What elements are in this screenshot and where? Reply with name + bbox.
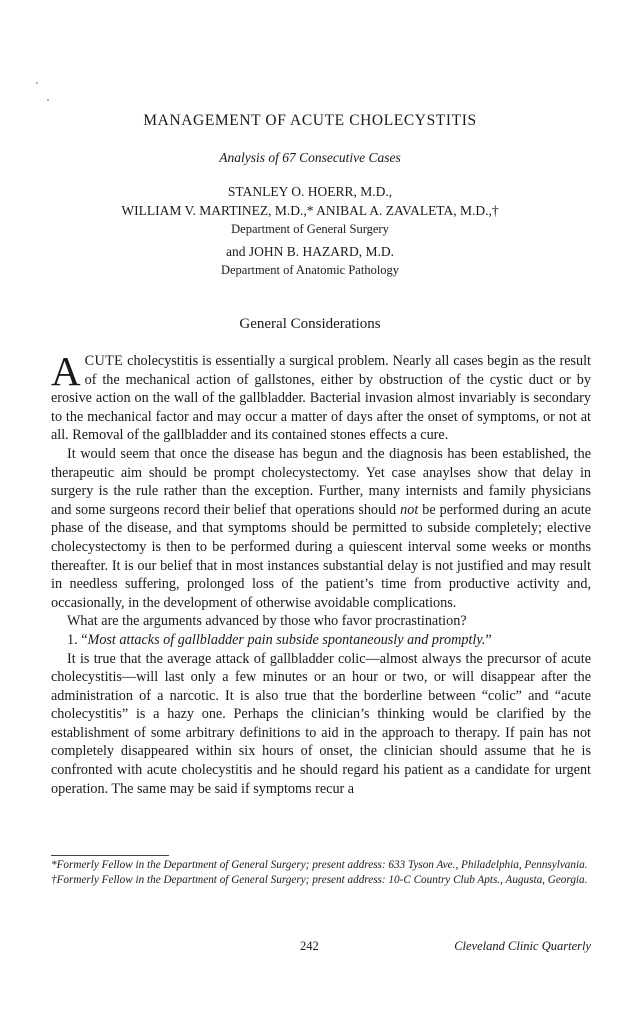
footnote-rule: [51, 855, 169, 856]
department-anatomic-pathology: Department of Anatomic Pathology: [220, 263, 400, 277]
footnotes: [51, 858, 591, 888]
quoted-argument: Most attacks of gallbladder pain subside spontaneously and promptly.: [87, 631, 486, 648]
paragraph-1-text: cholecystitis is essentially a surgical problem. Nearly all cases begin as the result of the mechanical action of gallstones, either by obstruction of the cystic duct or by erosive action on the wall of the gallbladder. Bacterial invasion almost invariably is secondary to the mechanical factor and may occur a matter of days after the onset of symptoms, or not at all. Removal of the gallbladder and its contained stones effects a cure.: [51, 353, 591, 444]
author-line-3: and JOHN B. HAZARD, M.D.: [226, 244, 394, 259]
paragraph-5: It is true that the average attack of gallbladder colic—almost always the precursor of acute cholecystitis—will last only a few minutes or an hour or two, or will disappear after the administration of a narcotic. It is also true that the borderline between “colic” and “acute cholecystitis” is a hazy one. Perhaps the clinician’s thinking would be clarified by the establishment of some arbitrary definitions to aid in the approach to therapy. If pain has not completely disappeared within six hours of onset, the clinician should assume that he is confronted with acute cholecystitis and he should regard his patient as a candidate for urgent operation. The same may be said if symptoms recur a: [51, 650, 591, 797]
paragraph-1: [51, 348, 591, 445]
list-number: 1. “: [67, 631, 88, 648]
author-line-2: WILLIAM V. MARTINEZ, M.D.,* ANIBAL A. ZAVALETA, M.D.,†: [121, 203, 499, 218]
lead-word: CUTE: [84, 353, 124, 369]
footnote-1: *Formerly Fellow in the Department of General Surgery; present address: 633 Tyson Ave., Philadelphia, Pennsylvania.: [51, 859, 588, 871]
scan-speck: [36, 82, 38, 84]
page-number: 242: [300, 939, 319, 953]
paragraph-2-emphasis: not: [400, 501, 419, 518]
scan-speck: [47, 99, 49, 101]
article-body: [51, 348, 591, 798]
article-title: MANAGEMENT OF ACUTE CHOLECYSTITIS: [143, 112, 477, 129]
section-heading: General Considerations: [239, 316, 381, 332]
paragraph-2-text-b: be performed during an acute phase of the disease, and that symptoms should be permitted to subside completely; elective cholecystectomy is then to be performed during a quiescent interval some weeks or months thereafter. It is our belief that in most instances substantial delay is not justified and may result in needless suffering, prolonged loss of the patient’s time from productive activity and, occasionally, in the development of otherwise avoidable complications.: [51, 501, 591, 611]
author-line-1: STANLEY O. HOERR, M.D.,: [227, 184, 393, 199]
journal-name: Cleveland Clinic Quarterly: [454, 939, 591, 953]
paragraph-3: What are the arguments advanced by those who favor procrastination?: [67, 613, 467, 630]
paragraph-2: [51, 445, 591, 612]
drop-cap: A: [51, 348, 81, 394]
closing-quote: ”: [485, 631, 492, 648]
paragraph-4: [51, 631, 591, 650]
footnote-2: †Formerly Fellow in the Department of General Surgery; present address: 10-C Country Club Apts., Augusta, Georgia.: [51, 874, 588, 886]
department-general-surgery: Department of General Surgery: [231, 222, 389, 236]
article-subtitle: Analysis of 67 Consecutive Cases: [219, 150, 401, 165]
paragraph-2-text-a: It would seem that once the disease has begun and the diagnosis has been established, the therapeutic aim should be prompt cholecystectomy. Yet case anaylses show that delay in surgery is the rule rather than the exception. Further, many internists and family physicians and some surgeons record their belief that operations should: [51, 445, 591, 518]
